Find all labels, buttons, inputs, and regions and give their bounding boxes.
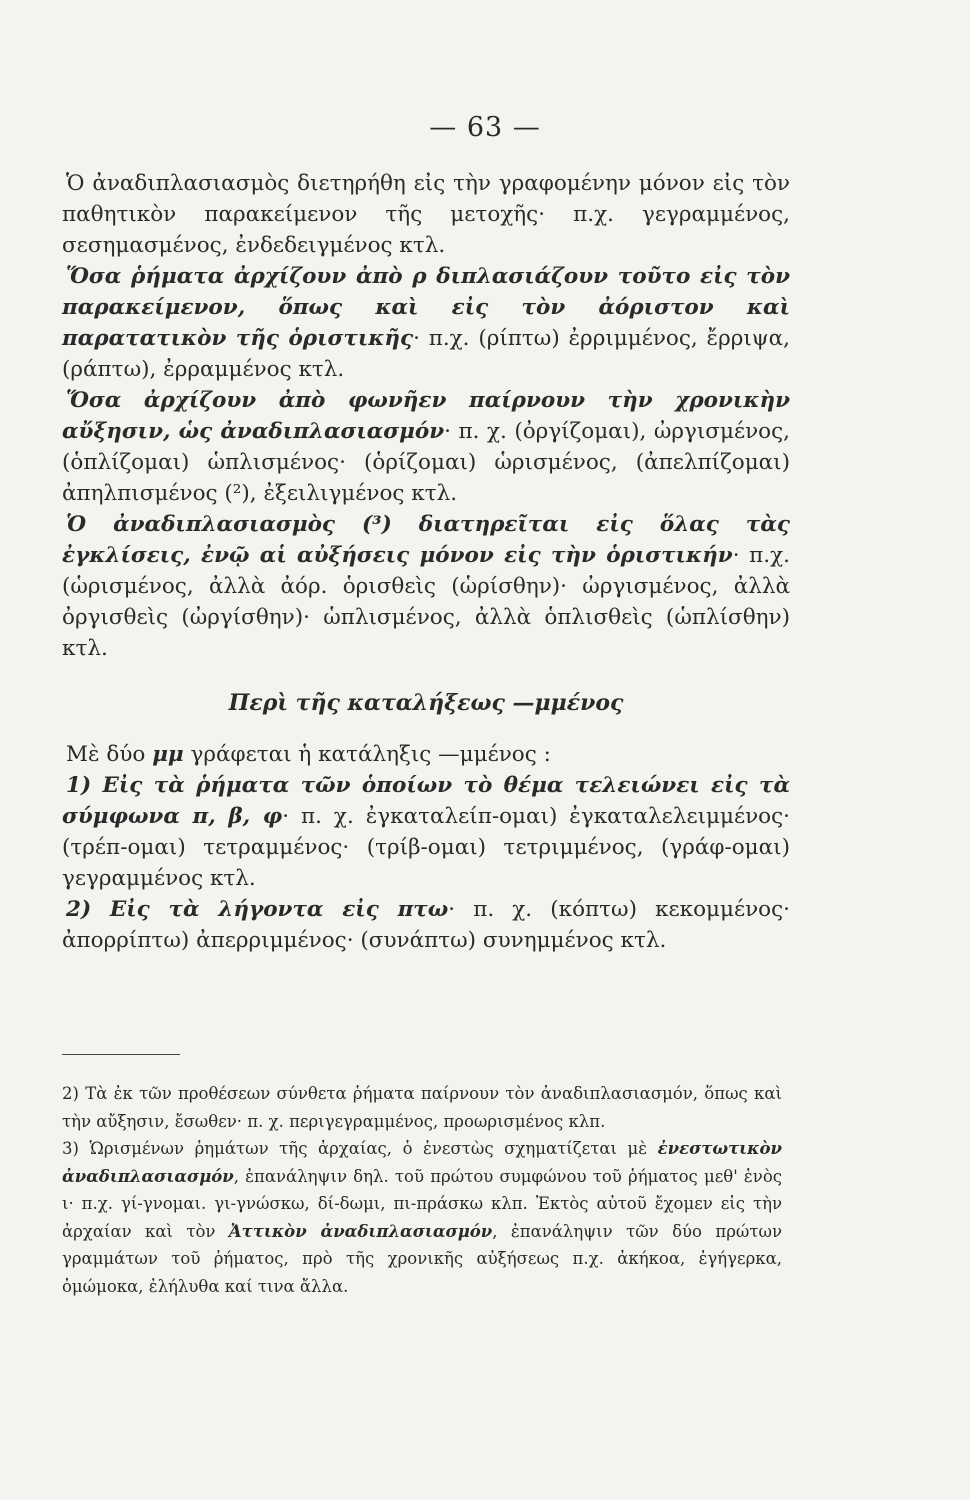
intro-mm: μμ <box>152 742 184 767</box>
paragraph-3 <box>62 385 790 509</box>
item-1-rule: 1) Εἰς τὰ ῥήματα τῶν ὁποίων τὸ θέμα τελειώνει εἰς τὰ σύμφωνα π, β, φ <box>62 773 790 829</box>
footnote-3-term-1: ἐνεστωτικὸν ἀναδιπλασιασμόν <box>62 1139 782 1186</box>
paragraph-4 <box>62 509 790 664</box>
main-text <box>62 168 790 956</box>
paragraph-2 <box>62 261 790 385</box>
footnote-3-c: , ἐπανάληψιν δηλ. τοῦ πρώτου συμφώνου τοῦ ῥήματος μεθ' ἑνὸς ι· π.χ. γί-γνομαι. γι-γνώσκω, δί-δωμι, πι-πράσκω κλπ. Ἐκτὸς αὐτοῦ ἔχομεν εἰς τὴν ἀρχαίαν καὶ τὸν <box>62 1166 782 1241</box>
paragraph-3-rule: Ὅσα ἀρχίζουν ἀπὸ φωνῆεν παίρνουν τὴν χρονικὴν αὔξησιν, ὡς ἀναδιπλασιασμόν <box>62 388 790 444</box>
footnotes <box>62 1080 782 1300</box>
footnote-3 <box>62 1135 782 1300</box>
section-item-2 <box>62 894 790 956</box>
paragraph-2-rule: Ὅσα ῥήματα ἀρχίζουν ἀπὸ ρ διπλασιάζουν τοῦτο εἰς τὸν παρακείμενον, ὅπως καὶ εἰς τὸν ἀόριστον καὶ παρατατικὸν τῆς ὁριστικῆς <box>62 264 790 351</box>
paragraph-3-examples: · π. χ. (ὀργίζομαι), ὠργισμένος, (ὁπλίζομαι) ὡπλισμένος· (ὁρίζομαι) ὡρισμένος, (ἀπελπίζομαι) ἀπηλπισμένος (²), ἐξειλιγμένος κτλ. <box>62 419 790 506</box>
item-2-examples: · π. χ. (κόπτω) κεκομμένος· ἀπορρίπτω) ἀπερριμμένος· (συνάπτω) συνημμένος κτλ. <box>62 897 790 953</box>
footnote-divider <box>62 1054 180 1055</box>
paragraph-4-rule: Ὁ ἀναδιπλασιασμὸς (³) διατηρεῖται εἰς ὅλας τὰς ἐγκλίσεις, ἐνῷ αἱ αὐξήσεις μόνον εἰς τὴν ὁριστικήν <box>62 512 790 568</box>
paragraph-1-text: Ὁ ἀναδιπλασιασμὸς διετηρήθη εἰς τὴν γραφομένην μόνον εἰς τὸν παθητικὸν παρακείμενον τῆς μετοχῆς· π.χ. γεγραμμένος, σεσημασμένος, ἐνδεδειγμένος κτλ. <box>62 171 790 258</box>
section-intro <box>62 739 790 770</box>
item-2-rule: 2) Εἰς τὰ λήγοντα εἰς πτω <box>66 897 449 922</box>
section-heading: Περὶ τῆς καταλήξεως —μμένος <box>228 690 624 716</box>
footnote-3-e: , ἐπανάληψιν τῶν δύο πρώτων γραμμάτων τοῦ ῥήματος, πρὸ τῆς χρονικῆς αὐξήσεως π.χ. ἀκήκοα, ἐγήγερκα, ὀμώμοκα, ἐλήλυθα καί τινα ἄλλα. <box>62 1221 782 1296</box>
footnote-2: 2) Τὰ ἐκ τῶν προθέσεων σύνθετα ῥήματα παίρνουν τὸν ἀναδιπλασιασμόν, ὅπως καὶ τὴν αὔξησιν, ἔσωθεν· π. χ. περιγεγραμμένος, προωρισμένος κλπ. <box>62 1084 782 1131</box>
intro-text-c: γράφεται ἡ κατάληξις —μμένος : <box>183 742 551 767</box>
page-number: — 63 — <box>429 112 541 143</box>
paragraph-1 <box>62 168 790 261</box>
footnote-3-a: 3) Ὡρισμένων ῥημάτων τῆς ἀρχαίας, ὁ ἐνεστὼς σχηματίζεται μὲ <box>62 1139 658 1158</box>
item-1-examples: · π. χ. ἐγκαταλείπ-ομαι) ἐγκαταλελειμμένος· (τρέπ-ομαι) τετραμμένος· (τρίβ-ομαι) τετριμμένος, (γράφ-ομαι) γεγραμμένος κτλ. <box>62 804 790 891</box>
footnote-3-term-2: Ἀττικὸν ἀναδιπλασιασμόν <box>228 1221 493 1241</box>
section-item-1 <box>62 770 790 894</box>
intro-text-a: Μὲ δύο <box>66 742 153 767</box>
paragraph-2-examples: · π.χ. (ρίπτω) ἐρριμμένος, ἔρριψα, (ράπτω), ἐρραμμένος κτλ. <box>62 326 790 382</box>
paragraph-4-examples: · π.χ. (ὡρισμένος, ἀλλὰ ἀόρ. ὁρισθεὶς (ὡρίσθην)· ὠργισμένος, ἀλλὰ ὀργισθεὶς (ὠργίσθην)· ὡπλισμένος, ἀλλὰ ὁπλισθεὶς (ὡπλίσθην) κτλ. <box>62 543 790 661</box>
